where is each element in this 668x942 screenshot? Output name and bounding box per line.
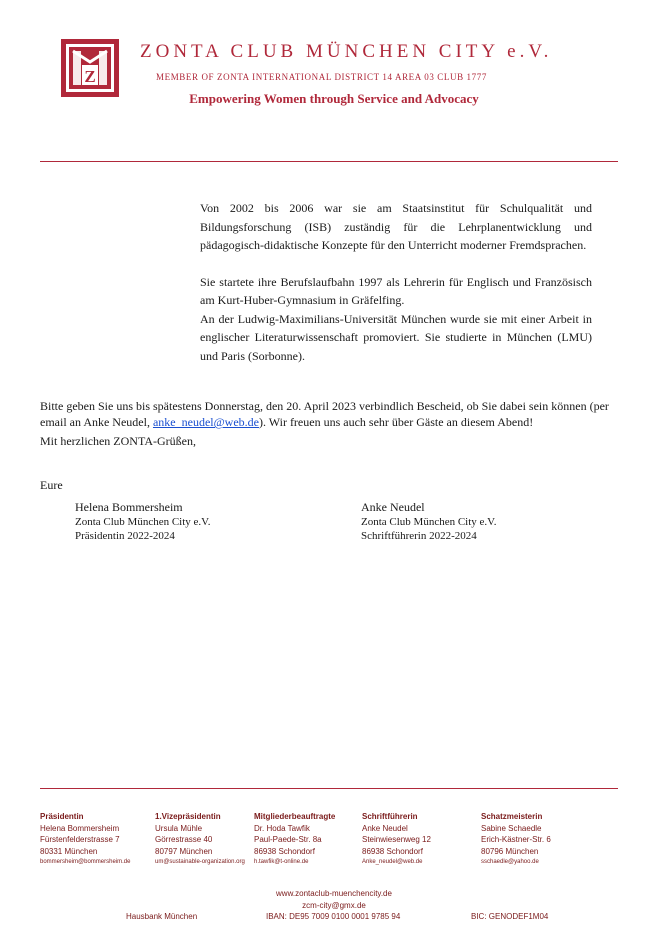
bank-bic: BIC: GENODEF1M04: [471, 912, 549, 921]
footer-email: Anke_neudel@web.de: [362, 859, 423, 866]
footer-col-vice-president: [155, 811, 245, 869]
signature-org: Zonta Club München City e.V.: [361, 516, 497, 528]
footer-col-membership: [254, 811, 335, 869]
footer-line: Dr. Hoda Tawfik: [254, 823, 310, 833]
rsvp-text-start: Bitte geben Sie uns bis spätestens Donnerstag, den 20. April 2023 verbindlich Bescheid, ob Sie dabei sein können (per email an Anke Neudel,: [40, 399, 609, 429]
greeting: Mit herzlichen ZONTA-Grüßen,: [40, 434, 196, 448]
footer-line: 80797 München: [155, 846, 213, 856]
footer-heading: Präsidentin: [40, 812, 84, 821]
bio-paragraph-3: An der Ludwig-Maximilians-Universität München wurde sie mit einer Arbeit in englischer Literaturwissenschaft promoviert. Sie studierte in München (LMU) und Paris (Sorbonne).: [200, 311, 592, 363]
footer-email: bommersheim@bommersheim.de: [40, 859, 131, 866]
rsvp-email-link[interactable]: anke_neudel@web.de: [152, 415, 259, 429]
footer-line: Fürstenfelderstrasse 7: [40, 835, 120, 845]
closing: Eure: [40, 478, 63, 492]
footer-heading: 1.Vizepräsidentin: [155, 812, 221, 821]
footer-divider: [40, 788, 618, 789]
signature-president: [75, 499, 210, 543]
club-website[interactable]: www.zontaclub-muenchencity.de: [276, 889, 392, 898]
footer-col-treasurer: [481, 811, 551, 869]
bio-paragraph-1: Von 2002 bis 2006 war sie am Staatsinstitut für Schulqualität und Bildungsforschung (ISB) zuständig für die Lehrplanentwicklung und pädagogisch-didaktische Konzepte für den Unterricht moderner Fremdsprachen.: [200, 201, 592, 252]
bio-block: [200, 199, 592, 365]
signature-name: Anke Neudel: [361, 500, 425, 514]
footer-line: Helena Bommersheim: [40, 823, 120, 833]
signature-role: Präsidentin 2022-2024: [75, 530, 175, 542]
club-name: ZONTA CLUB MÜNCHEN CITY e.V.: [140, 41, 553, 62]
footer-line: Sabine Schaedle: [481, 823, 542, 833]
bio-paragraph-2: Sie startete ihre Berufslaufbahn 1997 als Lehrerin für Englisch und Französisch am Kurt-Huber-Gymnasium in Gräfelfing.: [200, 274, 592, 307]
footer-line: Ursula Mühle: [155, 823, 203, 833]
footer-line: Paul-Paede-Str. 8a: [254, 835, 322, 845]
rsvp-text-end: ). Wir freuen uns auch sehr über Gäste an diesem Abend!: [258, 415, 534, 429]
footer-line: Erich-Kästner-Str. 6: [481, 835, 551, 845]
footer-col-secretary: [362, 811, 431, 869]
signature-org: Zonta Club München City e.V.: [75, 516, 211, 528]
zonta-logo: [60, 38, 120, 98]
footer-line: Steinwiesenweg 12: [362, 835, 431, 845]
footer-col-president: [40, 811, 130, 869]
footer-line: 80331 München: [40, 846, 98, 856]
signature-name: Helena Bommersheim: [75, 500, 183, 514]
signature-role: Schriftführerin 2022-2024: [361, 530, 477, 542]
zonta-logo-emblem: [60, 38, 120, 98]
logo-letter: Z: [84, 67, 96, 86]
signature-secretary: [361, 499, 496, 543]
footer-email: um@sustainable-organization.org: [155, 859, 245, 866]
footer-line: 80796 München: [481, 846, 539, 856]
member-line: MEMBER OF ZONTA INTERNATIONAL DISTRICT 14 AREA 03 CLUB 1777: [156, 72, 487, 82]
bank-iban: IBAN: DE95 7009 0100 0001 9785 94: [266, 912, 401, 921]
bank-name: Hausbank München: [126, 912, 198, 921]
footer-email: h.tawfik@t-online.de: [254, 859, 309, 866]
header-divider: [40, 161, 618, 162]
tagline: Empowering Women through Service and Advocacy: [189, 91, 479, 106]
footer-line: Görrestrasse 40: [155, 835, 213, 845]
rsvp-request: [40, 398, 630, 430]
footer-line: 86938 Schondorf: [362, 846, 423, 856]
footer-line: 86938 Schondorf: [254, 846, 315, 856]
footer-heading: Schriftführerin: [362, 812, 418, 821]
footer-line: Anke Neudel: [362, 823, 408, 833]
footer-heading: Mitgliederbeauftragte: [254, 812, 336, 821]
footer-email: sschaedle@yahoo.de: [481, 859, 539, 866]
footer-heading: Schatzmeisterin: [481, 812, 543, 821]
club-email[interactable]: zcm-city@gmx.de: [302, 901, 366, 910]
